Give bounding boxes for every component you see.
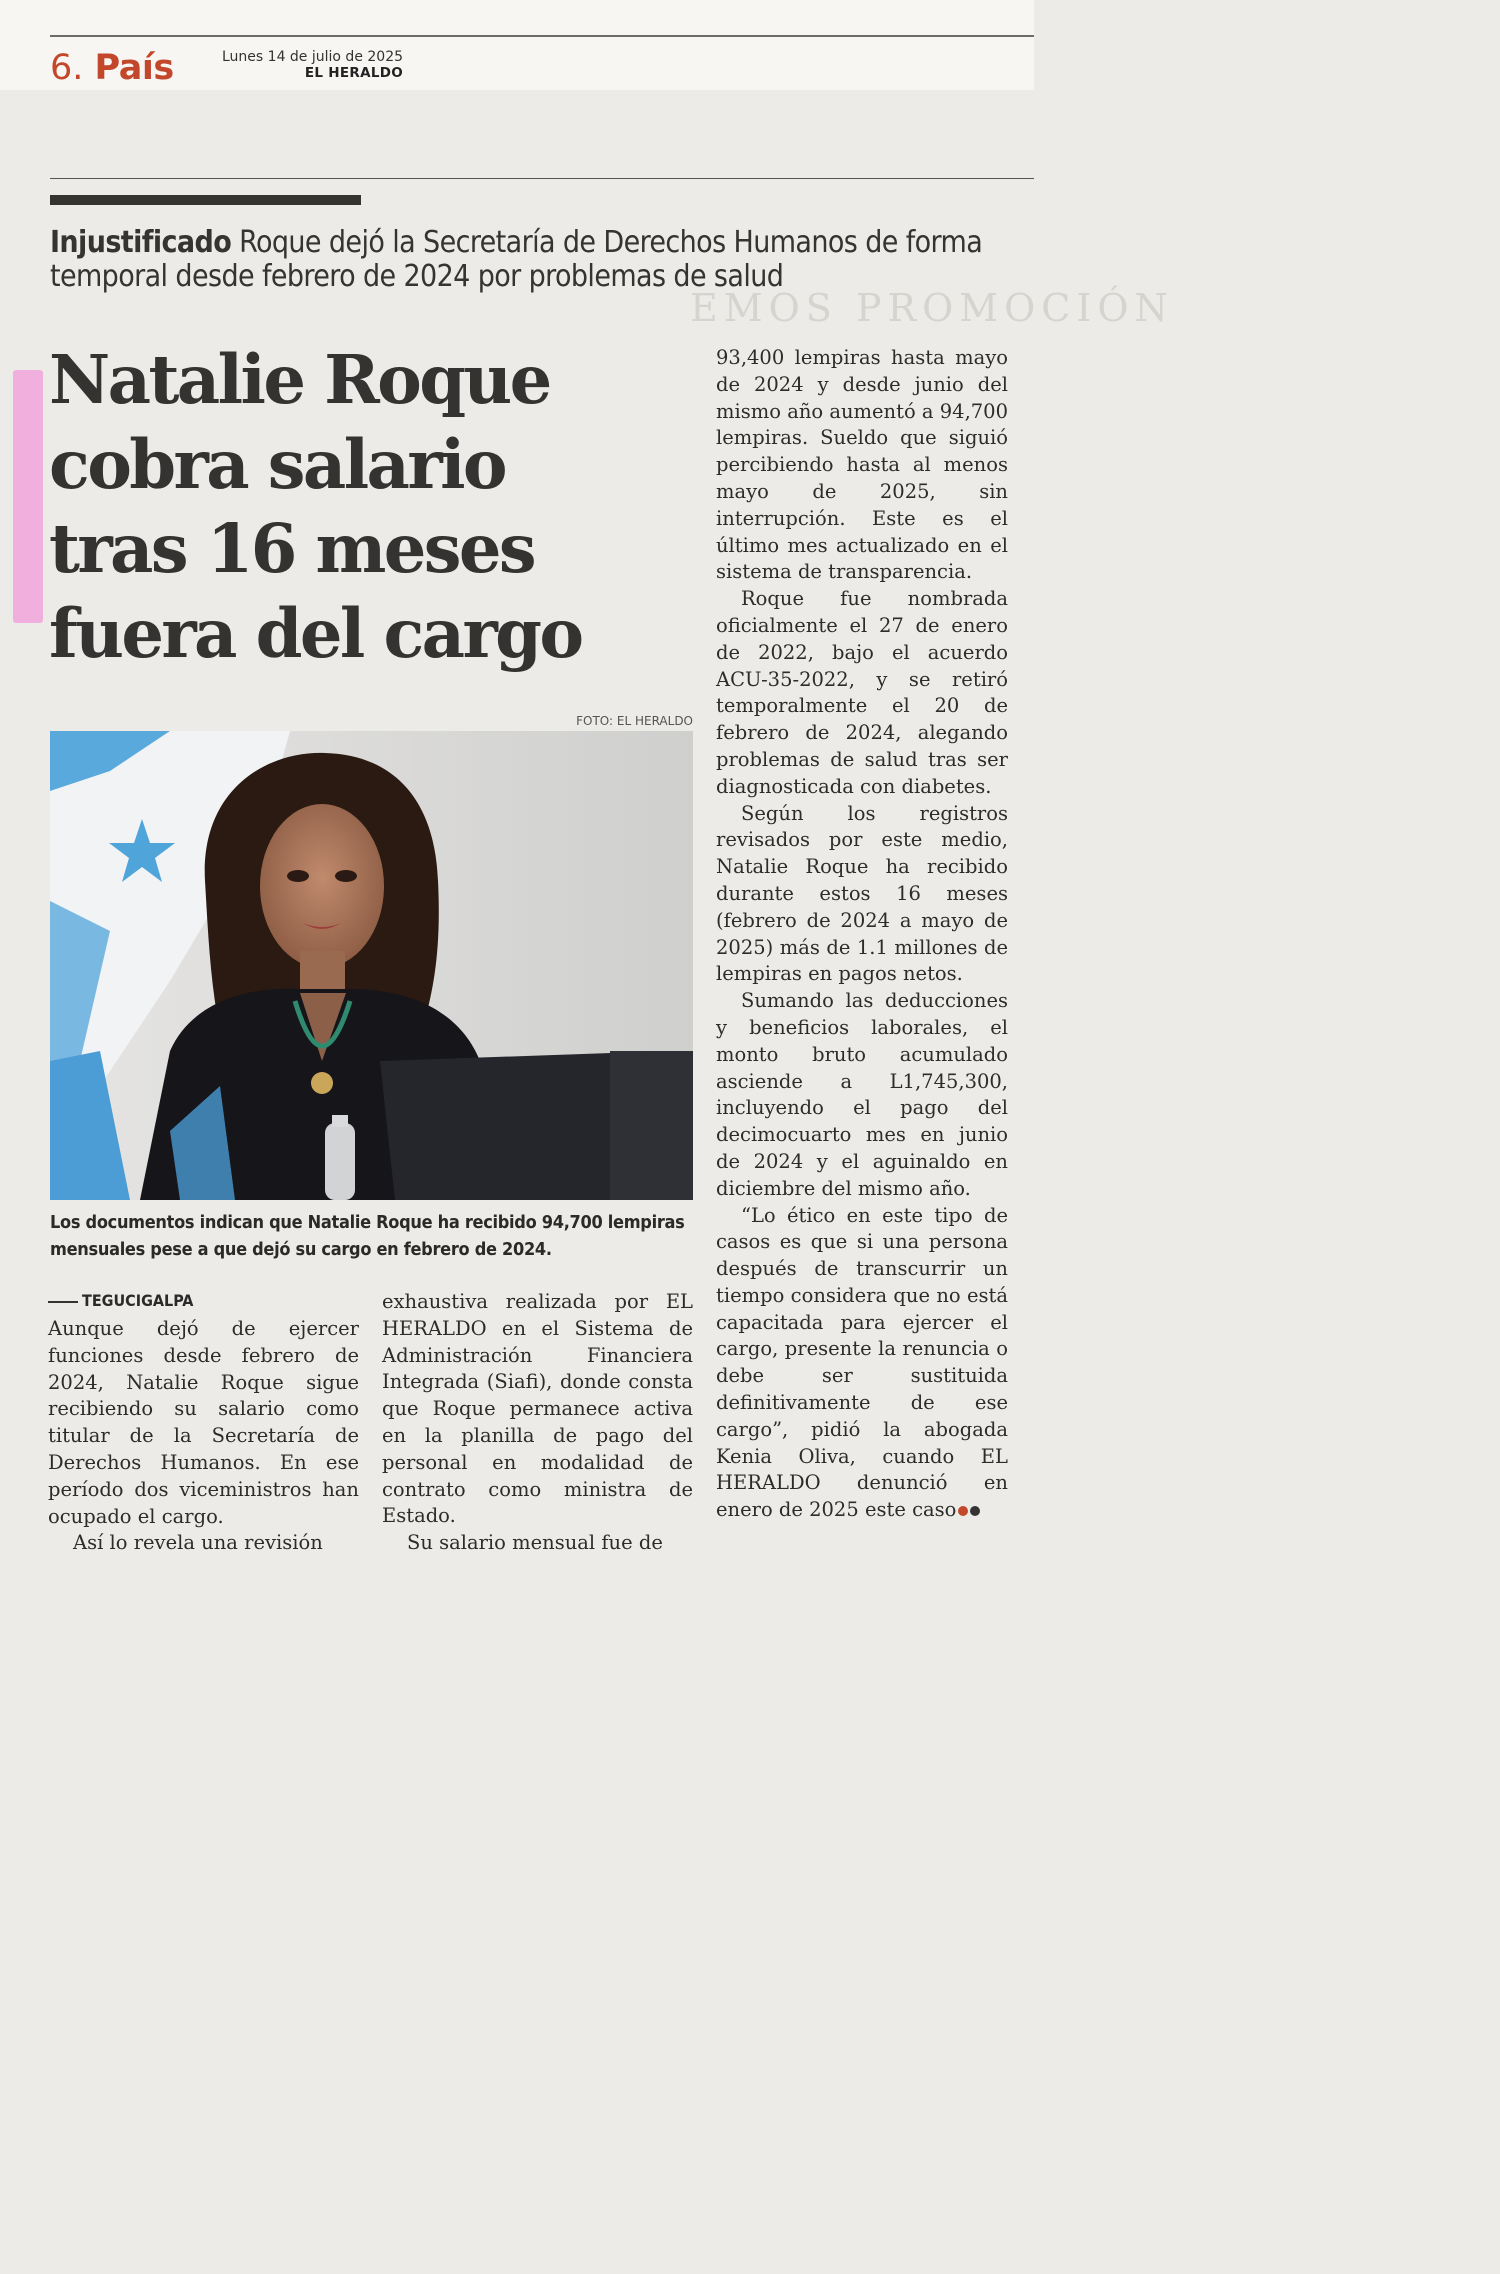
dateline-city: TEGUCIGALPA (82, 1291, 194, 1310)
kicker (50, 226, 1015, 294)
end-mark-icon (958, 1506, 968, 1516)
kicker-label: Injustificado (50, 225, 232, 260)
page-dateline (222, 49, 403, 81)
headline-line: fuera del cargo (49, 593, 582, 673)
article-column-3 (716, 345, 1008, 1524)
headline-line: tras 16 meses (49, 509, 535, 588)
bleed-through-text: EMOS PROMOCIÓN (690, 286, 1174, 330)
highlighter-mark (13, 370, 43, 623)
section-name: País (94, 48, 174, 88)
paragraph: Aunque dejó de ejercer funciones desde febrero de 2024, Natalie Roque sigue recibiendo su salario como titular de la Secretaría de Derechos Humanos. En ese período dos viceministros han ocupado el cargo. (48, 1317, 359, 1528)
article-column-2 (382, 1289, 693, 1557)
paragraph: Roque fue nombrada oficialmente el 27 de enero de 2022, bajo el acuerdo ACU-35-2022, y se retiró temporalmente el 20 de febrero de 2024, alegando problemas de salud tras ser diagnosticada con diabetes. (716, 587, 1008, 798)
final-text: “Lo ético en este tipo de casos es que si una persona después de transcurrir un tiempo considera que no está capacitada para ejercer el cargo, presente la renuncia o debe ser sustituida definitivamente de ese cargo”, pidió la abogada Kenia Oliva, cuando EL HERALDO denunció en enero de 2025 este caso (716, 1203, 1008, 1522)
top-rule (50, 35, 1034, 37)
photo-credit: FOTO: EL HERALDO (576, 714, 693, 728)
section-rule (50, 178, 1034, 179)
page-number: 6. (50, 48, 84, 88)
paragraph: exhaustiva realizada por EL HERALDO en el Sistema de Administración Financiera Integrada (Siafi), donde consta que Roque permanece activa en la planilla de pago del personal en modalidad de contrato como ministra de Estado. (382, 1290, 693, 1528)
dateline-dash (48, 1301, 78, 1303)
kicker-bar (50, 195, 361, 205)
article-photo (50, 731, 693, 1200)
headline-line: Natalie Roque (49, 340, 550, 419)
kicker-text: Roque dejó la Secretaría de Derechos Humanos de forma temporal desde febrero de 2024 por problemas de salud (50, 225, 983, 294)
paragraph: 93,400 lempiras hasta mayo de 2024 y desde junio del mismo año aumentó a 94,700 lempiras. Sueldo que siguió percibiendo hasta al menos mayo de 2025, sin interrupción. Este es el último mes actualizado en el sistema de transparencia. (716, 346, 1008, 584)
paragraph: Así lo revela una revisión (73, 1531, 323, 1555)
paragraph-final (716, 1203, 1008, 1525)
publication-date: Lunes 14 de julio de 2025 (222, 49, 404, 65)
paragraph: Su salario mensual fue de (407, 1531, 663, 1555)
portrait-photo-illustration (50, 731, 693, 1200)
publication-name: EL HERALDO (304, 65, 404, 81)
article-dateline (48, 1291, 193, 1310)
headline-line: cobra salario (49, 424, 506, 504)
page-folio (50, 46, 174, 90)
paragraph: Sumando las deducciones y beneficios laborales, el monto bruto acumulado asciende a L1,745,300, incluyendo el pago del decimocuarto mes en junio de 2024 y el aguinaldo en diciembre del mismo año. (716, 989, 1008, 1200)
article-column-1 (48, 1316, 359, 1557)
headline (49, 338, 689, 676)
photo-caption: Los documentos indican que Natalie Roque ha recibido 94,700 lempiras mensuales pese a que dejó su cargo en febrero de 2024. (50, 1212, 685, 1260)
end-mark-icon (970, 1506, 980, 1516)
paragraph: Según los registros revisados por este medio, Natalie Roque ha recibido durante estos 16 meses (febrero de 2024 a mayo de 2025) más de 1.1 millones de lempiras en pagos netos. (716, 801, 1008, 986)
